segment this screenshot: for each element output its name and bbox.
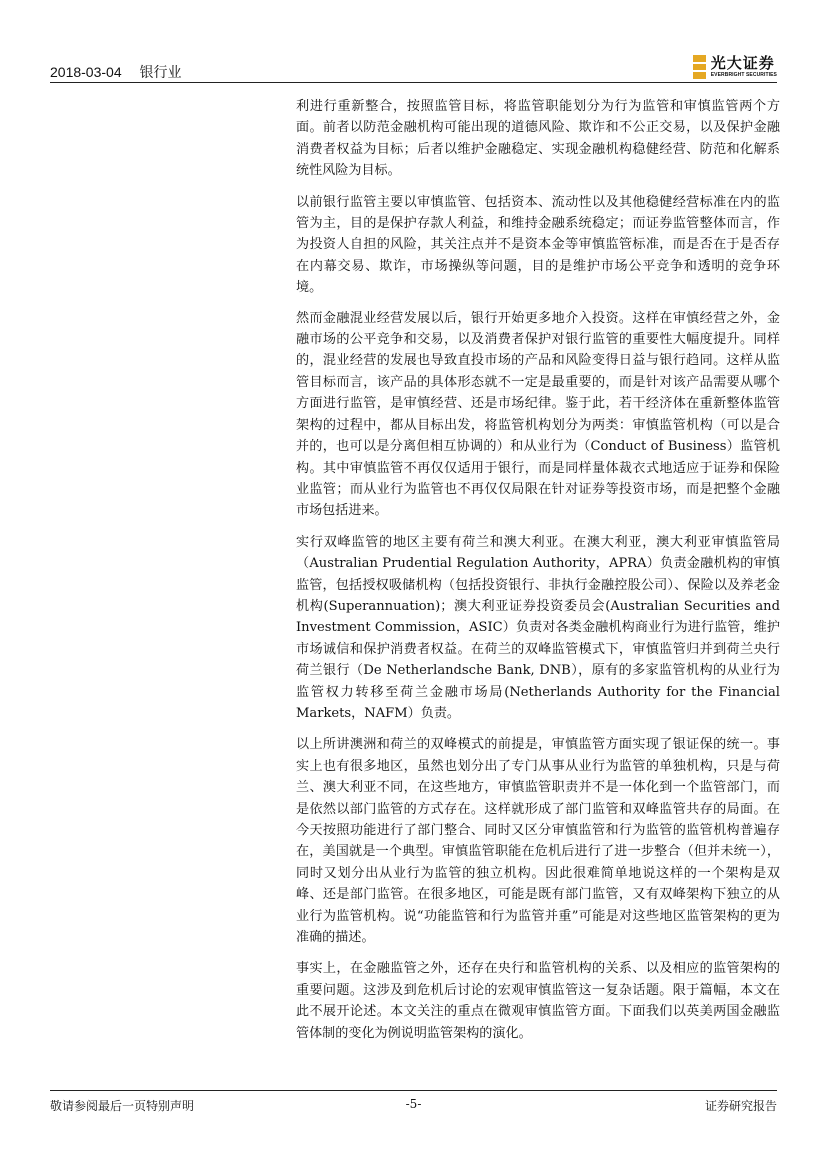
report-body bbox=[296, 96, 780, 1054]
header-meta bbox=[50, 62, 182, 82]
logo-mark-icon bbox=[693, 55, 706, 79]
paragraph: 事实上，在金融监管之外，还存在央行和监管机构的关系、以及相应的监管架构的重要问题。这涉及到危机后讨论的宏观审慎监管这一复杂话题。限于篇幅，本文在此不展开论述。本文关注的重点在微观审慎监管方面。下面我们以英美两国金融监管体制的变化为例说明监管架构的演化。 bbox=[296, 961, 780, 1041]
page-header bbox=[50, 52, 777, 84]
header-divider bbox=[50, 82, 777, 83]
disclaimer-note: 敬请参阅最后一页特别声明 bbox=[50, 1099, 195, 1113]
footer-divider bbox=[50, 1090, 777, 1091]
logo-text bbox=[711, 56, 777, 78]
logo-english-name: EVERBRIGHT SECURITIES bbox=[710, 72, 777, 78]
everbright-logo bbox=[693, 52, 777, 82]
paragraph: 利进行重新整合，按照监管目标，将监管职能划分为行为监管和审慎监管两个方面。前者以防范金融机构可能出现的道德风险、欺诈和不公正交易，以及保护金融消费者权益为目标；后者以维护金融稳定、实现金融机构稳健经营、防范和化解系统性风险为目标。 bbox=[296, 99, 780, 179]
paragraph: 以前银行监管主要以审慎监管、包括资本、流动性以及其他稳健经营标准在内的监管为主，目的是保护存款人利益，和维持金融系统稳定；而证券监管整体而言，作为投资人自担的风险，其关注点并不是资本金等审慎监管标准，而是否在于是否存在内幕交易、欺诈，市场操纵等问题，目的是维护市场公平竞争和透明的竞争环境。 bbox=[296, 194, 780, 296]
page-footer bbox=[50, 1097, 777, 1115]
logo-chinese-name: 光大证券 bbox=[710, 54, 775, 72]
industry-label: 银行业 bbox=[139, 64, 182, 80]
report-type: 证券研究报告 bbox=[704, 1099, 777, 1113]
report-date: 2018-03-04 bbox=[50, 64, 122, 80]
page-number: -5- bbox=[405, 1097, 422, 1111]
paragraph: 然而金融混业经营发展以后，银行开始更多地介入投资。这样在审慎经营之外，金融市场的公平竞争和交易，以及消费者保护对银行监管的重要性大幅度提升。同样的，混业经营的发展也导致直投市场的产品和风险变得日益与银行趋同。这样从监管目标而言，该产品的具体形态就不一定是最重要的，而是针对该产品需要从哪个方面进行监管，是审慎经营、还是市场纪律。鉴于此，若干经济体在重新整体监管架构的过程中，都从目标出发，将监管机构划分为两类：审慎监管机构（可以是合并的，也可以是分离但相互协调的）和从业行为（Conduct of Business）监管机构。其中审慎监管不再仅仅适用于银行，而是同样量体裁衣式地适应于证券和保险业监管；而从业行为监管也不再仅仅局限在针对证券等投资市场，而是把整个金融市场包括进来。 bbox=[296, 310, 780, 519]
paragraph: 实行双峰监管的地区主要有荷兰和澳大利亚。在澳大利亚，澳大利亚审慎监管局（Australian Prudential Regulation Authority，APRA）负责金融机构的审慎监管，包括授权吸储机构（包括投资银行、非执行金融控股公司）、保险以及养老金机构(Superannuation)；澳大利亚证券投资委员会(Australian Securities and Investment Commission，ASIC）负责对各类金融机构商业行为进行监管，维护市场诚信和保护消费者权益。在荷兰的双峰监管模式下，审慎监管归并到荷兰央行荷兰银行（De Netherlandsche Bank, DNB），原有的多家监管机构的从业行为监管权力转移至荷兰金融市场局(Netherlands Authority for the Financial Markets，NAFM）负责。 bbox=[296, 534, 780, 721]
paragraph: 以上所讲澳洲和荷兰的双峰模式的前提是，审慎监管方面实现了银证保的统一。事实上也有很多地区，虽然也划分出了专门从事从业行为监管的单独机构，只是与荷兰、澳大利亚不同，在这些地方，审慎监管职责并不是一体化到一个监管部门，而是依然以部门监管的方式存在。这样就形成了部门监管和双峰监管共存的局面。在今天按照功能进行了部门整合、同时又区分审慎监管和行为监管的监管机构普遍存在，美国就是一个典型。审慎监管职能在危机后进行了进一步整合（但并未统一），同时又划分出从业行为监管的独立机构。因此很难简单地说这样的一个架构是双峰、还是部门监管。在很多地区，可能是既有部门监管，又有双峰架构下独立的从业行为监管机构。说“功能监管和行为监管并重”可能是对这些地区监管架构的更为准确的描述。 bbox=[296, 737, 780, 946]
